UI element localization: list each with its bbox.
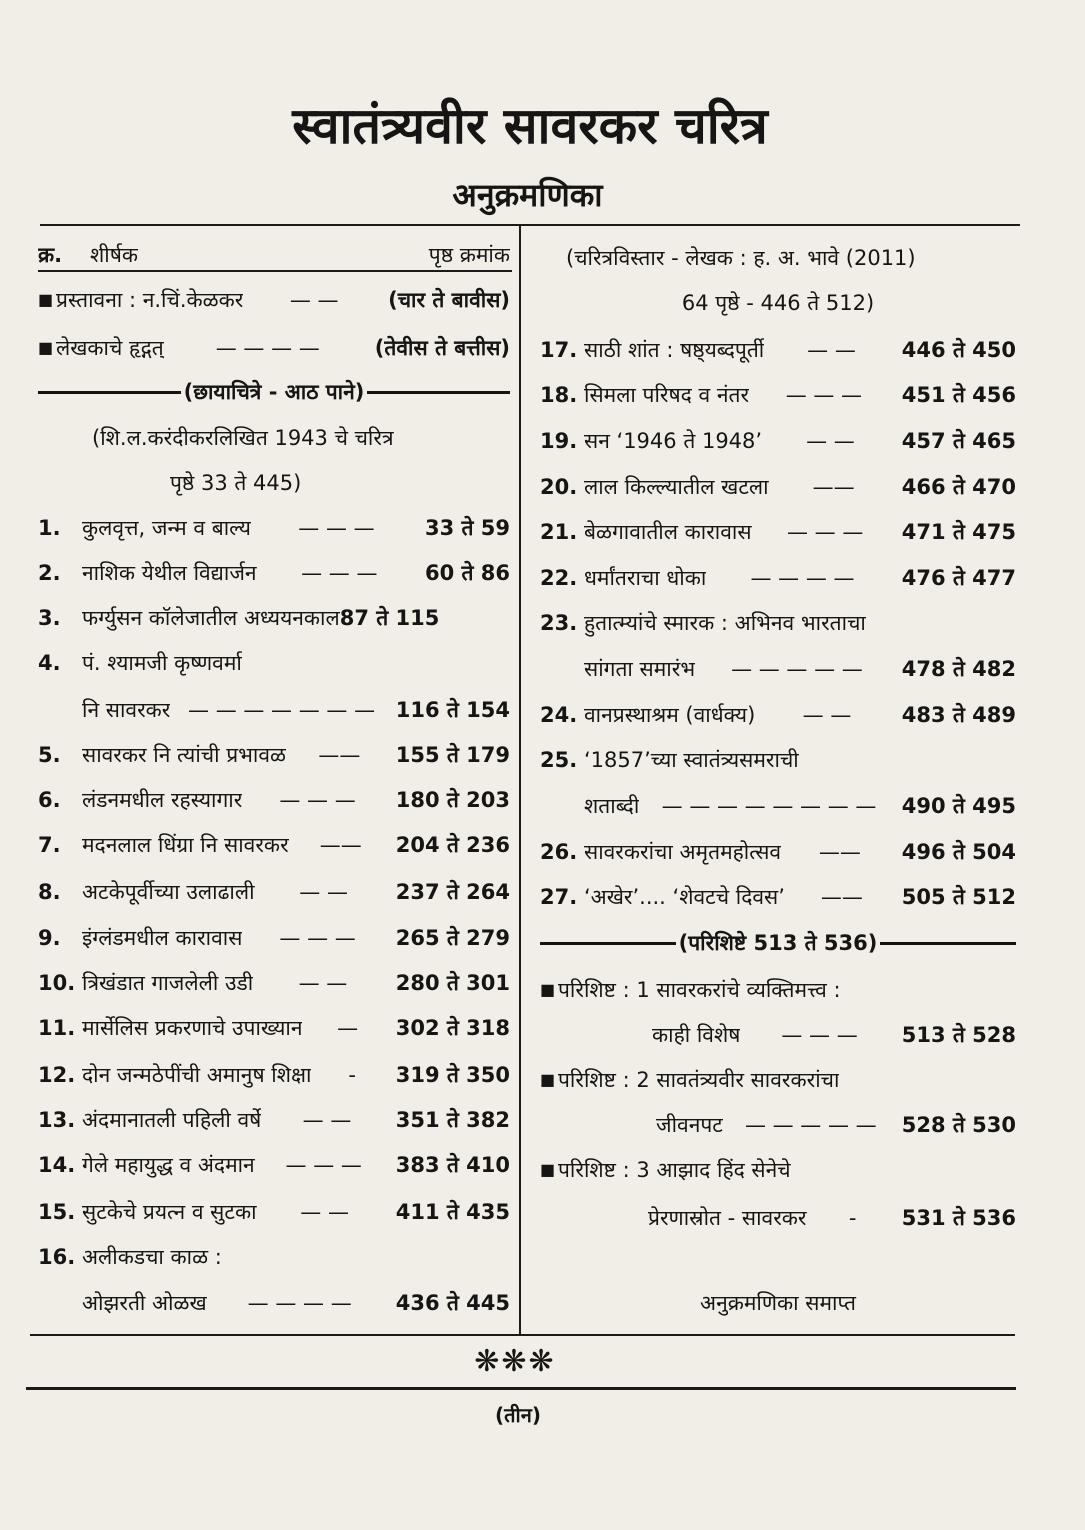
toc-entry — [38, 1237, 510, 1277]
entry-leader: — — — — [301, 561, 378, 585]
bullet-square-icon: ■ — [540, 1070, 556, 1089]
toc-entry-continuation — [540, 649, 1016, 689]
toc-entry — [38, 1008, 510, 1048]
entry-pages: 483 ते 489 — [901, 703, 1016, 727]
entry-leader: — — — [806, 429, 855, 453]
entry-number: 11. — [38, 1016, 76, 1040]
entry-title: लेखकाचे हृद्गत् — [56, 336, 164, 360]
entry-pages: 528 ते 530 — [901, 1113, 1016, 1137]
contents-end-note: अनुक्रमणिका समाप्त — [700, 1291, 856, 1315]
entry-leader: — — [337, 1016, 359, 1040]
entry-title: ‘1857’च्या स्वातंत्र्यसमराची — [584, 748, 799, 772]
entry-pages: 302 ते 318 — [395, 1016, 510, 1040]
toc-entry — [540, 740, 1016, 780]
toc-entry — [38, 598, 510, 638]
top-rule — [40, 224, 1020, 226]
entry-leader: - — [848, 1206, 857, 1230]
entry-title: शताब्दी — [584, 794, 640, 818]
entry-pages: 496 ते 504 — [901, 840, 1016, 864]
entry-number: 22. — [540, 566, 578, 590]
toc-entry — [38, 780, 510, 820]
appendix-entry-continuation — [540, 1105, 1016, 1145]
entry-title: इंग्लंडमधील कारावास — [82, 926, 243, 950]
entry-pages: (चार ते बावीस) — [388, 288, 510, 312]
entry-leader: —— — [820, 885, 863, 909]
footer-rule — [26, 1387, 1016, 1390]
entry-number: 25. — [540, 748, 578, 772]
source-note-text: पृष्ठे 33 ते 445) — [170, 471, 302, 495]
entry-title: प्रस्तावना : न.चिं.केळकर — [56, 288, 244, 312]
toc-entry-continuation — [540, 786, 1016, 826]
appendix-section-divider — [540, 923, 1016, 963]
entry-leader: — — — — — — — — — [661, 794, 877, 818]
entry-title: मदनलाल धिंग्रा नि सावरकर — [82, 833, 289, 857]
entry-leader: —— — [818, 840, 861, 864]
entry-leader: — — — — — [247, 1291, 352, 1315]
entry-title: अंदमानातली पहिली वर्षे — [82, 1108, 262, 1132]
preface-entry — [38, 280, 510, 320]
appendix-label: परिशिष्ट : 2 सावतंत्र्यवीर सावरकरांचा — [558, 1068, 840, 1092]
entry-title: जीवनपट — [656, 1113, 723, 1137]
entry-leader: — — — [298, 971, 348, 995]
toc-entry — [38, 872, 510, 912]
photo-section-divider — [38, 372, 510, 412]
toc-entry — [540, 421, 1016, 461]
entry-pages: 383 ते 410 — [395, 1153, 510, 1177]
toc-entry — [38, 1100, 510, 1140]
bullet-square-icon: ■ — [38, 290, 54, 309]
entry-number: 3. — [38, 606, 61, 630]
entry-pages: (तेवीस ते बत्तीस) — [374, 336, 510, 360]
entry-number: 17. — [540, 338, 578, 362]
toc-entry — [38, 1145, 510, 1185]
toc-entry — [38, 508, 510, 548]
entry-pages: 204 ते 236 — [395, 833, 510, 857]
source-note-line — [540, 238, 1016, 278]
entry-title: सावरकर नि त्यांची प्रभावळ — [82, 743, 287, 767]
entry-title: प्रेरणास्रोत - सावरकर — [648, 1206, 807, 1230]
toc-entry — [38, 963, 510, 1003]
bullet-square-icon: ■ — [540, 980, 556, 999]
entry-title: बेळगावातील कारावास — [584, 520, 752, 544]
entry-title: धर्मांतराचा धोका — [584, 566, 707, 590]
entry-leader: —— — [318, 743, 361, 767]
entry-leader: — — — [302, 1108, 352, 1132]
entry-leader: — — — — [279, 926, 356, 950]
header-pages: पृष्ठ क्रमांक — [428, 243, 510, 267]
entry-title: हुतात्म्यांचे स्मारक : अभिनव भारताचा — [584, 611, 866, 635]
entry-leader: — — — — [285, 1153, 362, 1177]
entry-number: 24. — [540, 703, 578, 727]
entry-number: 13. — [38, 1108, 76, 1132]
entry-pages: 155 ते 179 — [395, 743, 510, 767]
source-note-line — [38, 418, 510, 458]
entry-pages: 513 ते 528 — [901, 1023, 1016, 1047]
entry-title: सिमला परिषद व नंतर — [584, 383, 750, 407]
entry-number: 16. — [38, 1245, 76, 1269]
entry-pages: 490 ते 495 — [901, 794, 1016, 818]
entry-leader: — — — [289, 288, 339, 312]
toc-entry — [38, 825, 510, 865]
entry-leader: — — — — [781, 1023, 858, 1047]
entry-number: 14. — [38, 1153, 76, 1177]
page-number: (तीन) — [495, 1403, 541, 1427]
entry-pages: 471 ते 475 — [901, 520, 1016, 544]
entry-number: 10. — [38, 971, 76, 995]
toc-entry — [38, 918, 510, 958]
entry-leader: — — — [802, 703, 852, 727]
entry-number: 6. — [38, 788, 61, 812]
entry-pages: 466 ते 470 — [901, 475, 1016, 499]
divider-line — [38, 391, 181, 394]
entry-title: फर्ग्युसन कॉलेजातील अध्ययनकाल — [82, 606, 340, 630]
appendix-entry — [540, 970, 1016, 1010]
entry-title: अटकेपूर्वीच्या उलाढाली — [82, 880, 255, 904]
toc-entry — [540, 375, 1016, 415]
entry-pages: 411 ते 435 — [395, 1200, 510, 1224]
entry-number: 15. — [38, 1200, 76, 1224]
entry-number: 2. — [38, 561, 61, 585]
entry-title: गेले महायुद्ध व अंदमान — [82, 1153, 255, 1177]
entry-title: सन ‘1946 ते 1948’ — [584, 429, 763, 453]
flower-ornament-icon: ❋❋❋ — [474, 1344, 556, 1379]
toc-entry — [540, 512, 1016, 552]
toc-entry — [540, 603, 1016, 643]
source-note-text: (चरित्रविस्तार - लेखक : ह. अ. भावे (2011) — [566, 246, 916, 270]
entry-title: लंडनमधील रहस्यागार — [82, 788, 243, 812]
bullet-square-icon: ■ — [540, 1160, 556, 1179]
entry-pages: 33 ते 59 — [424, 516, 510, 540]
entry-number: 8. — [38, 880, 61, 904]
appendix-entry-continuation — [540, 1198, 1016, 1238]
entry-leader: — — — — — — — — [188, 698, 376, 722]
entry-title: काही विशेष — [652, 1023, 741, 1047]
entry-number: 20. — [540, 475, 578, 499]
toc-entry — [38, 643, 510, 683]
entry-number: 12. — [38, 1063, 76, 1087]
toc-entry-continuation — [38, 690, 510, 730]
source-note-text: (शि.ल.करंदीकरलिखित 1943 चे चरित्र — [92, 426, 394, 450]
toc-entry — [38, 1192, 510, 1232]
entry-leader: —— — [812, 475, 855, 499]
toc-entry-continuation — [38, 1283, 510, 1323]
toc-entry — [540, 877, 1016, 917]
author-note-entry — [38, 328, 510, 368]
entry-pages: 60 ते 86 — [424, 561, 510, 585]
source-note-text: 64 पृष्ठे - 446 ते 512) — [681, 291, 875, 315]
toc-entry — [540, 558, 1016, 598]
toc-entry — [38, 735, 510, 775]
divider-line — [367, 391, 510, 394]
entry-number: 4. — [38, 651, 61, 675]
entry-number: 19. — [540, 429, 578, 453]
toc-entry — [540, 330, 1016, 370]
entry-pages: 478 ते 482 — [901, 657, 1016, 681]
entry-leader: — — — [300, 1200, 349, 1224]
divider-line — [880, 942, 1016, 945]
toc-entry — [540, 695, 1016, 735]
entry-title: ओझरती ओळख — [82, 1291, 207, 1315]
entry-pages: 237 ते 264 — [395, 880, 510, 904]
entry-leader: — — — [299, 880, 348, 904]
contents-heading: अनुक्रमणिका — [452, 176, 603, 214]
source-note-line — [540, 283, 1016, 323]
entry-pages: 476 ते 477 — [901, 566, 1016, 590]
entry-title: ‘अखेर’.... ‘शेवटचे दिवस’ — [584, 885, 785, 909]
entry-title: पं. श्यामजी कृष्णवर्मा — [82, 651, 242, 675]
entry-pages: 116 ते 154 — [395, 698, 510, 722]
entry-pages: 87 ते 115 — [339, 606, 440, 630]
entry-leader: — — — [807, 338, 856, 362]
entry-leader: — — — — [298, 516, 375, 540]
divider-text: (छायाचित्रे - आठ पाने) — [183, 380, 365, 404]
header-title: शीर्षक — [90, 243, 138, 267]
entry-title: त्रिखंडात गाजलेली उडी — [82, 971, 254, 995]
appendix-entry — [540, 1060, 1016, 1100]
end-note-line — [540, 1283, 1016, 1323]
source-note-line — [38, 463, 510, 503]
entry-leader: —— — [319, 833, 362, 857]
entry-leader: — — — — [279, 788, 356, 812]
entry-pages: 457 ते 465 — [901, 429, 1016, 453]
entry-title: अलीकडचा काळ : — [82, 1245, 222, 1269]
divider-line — [540, 942, 676, 945]
entry-title: नि सावरकर — [82, 698, 171, 722]
entry-pages: 451 ते 456 — [901, 383, 1016, 407]
header-number: क्र. — [38, 243, 63, 267]
toc-entry — [540, 832, 1016, 872]
bottom-rule — [30, 1334, 1015, 1336]
toc-entry — [38, 553, 510, 593]
entry-pages: 505 ते 512 — [901, 885, 1016, 909]
entry-number: 9. — [38, 926, 61, 950]
entry-pages: 319 ते 350 — [395, 1063, 510, 1087]
divider-text: (परिशिष्टे 513 ते 536) — [678, 931, 878, 955]
bullet-square-icon: ■ — [38, 338, 54, 357]
entry-title: वानप्रस्थाश्रम (वार्धक्य) — [584, 703, 756, 727]
entry-number: 27. — [540, 885, 578, 909]
entry-leader: — — — — — [750, 566, 855, 590]
entry-number: 5. — [38, 743, 61, 767]
entry-pages: 436 ते 445 — [395, 1291, 510, 1315]
entry-pages: 531 ते 536 — [901, 1206, 1016, 1230]
entry-title: सुटकेचे प्रयत्न व सुटका — [82, 1200, 257, 1224]
entry-leader: - — [348, 1063, 356, 1087]
book-title: स्वातंत्र्यवीर सावरकर चरित्र — [292, 97, 768, 155]
entry-leader: — — — — — — [731, 657, 863, 681]
entry-number: 7. — [38, 833, 61, 857]
entry-pages: 351 ते 382 — [395, 1108, 510, 1132]
entry-leader: — — — — [786, 520, 864, 544]
entry-pages: 180 ते 203 — [395, 788, 510, 812]
entry-title: मार्सेलिस प्रकरणाचे उपाख्यान — [82, 1016, 303, 1040]
entry-pages: 446 ते 450 — [901, 338, 1016, 362]
entry-leader: — — — — — [215, 336, 320, 360]
entry-number: 26. — [540, 840, 578, 864]
entry-title: सांगता समारंभ — [584, 657, 696, 681]
entry-title: लाल किल्ल्यातील खटला — [584, 475, 769, 499]
entry-title: साठी शांत : षष्ठ्यब्दपूर्ती — [584, 338, 765, 362]
entry-title: नाशिक येथील विद्यार्जन — [82, 561, 257, 585]
entry-leader: — — — — [785, 383, 863, 407]
appendix-entry — [540, 1150, 1016, 1190]
toc-entry — [540, 467, 1016, 507]
appendix-label: परिशिष्ट : 3 आझाद हिंद सेनेचे — [558, 1158, 791, 1182]
column-header — [38, 235, 510, 275]
entry-number: 18. — [540, 383, 578, 407]
appendix-label: परिशिष्ट : 1 सावरकरांचे व्यक्तिमत्त्व : — [558, 978, 841, 1002]
entry-pages: 280 ते 301 — [395, 971, 510, 995]
entry-number: 21. — [540, 520, 578, 544]
entry-title: दोन जन्मठेपींची अमानुष शिक्षा — [82, 1063, 312, 1087]
entry-pages: 265 ते 279 — [395, 926, 510, 950]
appendix-entry-continuation — [540, 1015, 1016, 1055]
column-divider — [519, 225, 521, 1335]
entry-leader: — — — — — — [744, 1113, 877, 1137]
entry-title: सावरकरांचा अमृतमहोत्सव — [584, 840, 782, 864]
entry-title: कुलवृत्त, जन्म व बाल्य — [82, 516, 251, 540]
toc-entry — [38, 1055, 510, 1095]
entry-number: 23. — [540, 611, 578, 635]
entry-number: 1. — [38, 516, 61, 540]
